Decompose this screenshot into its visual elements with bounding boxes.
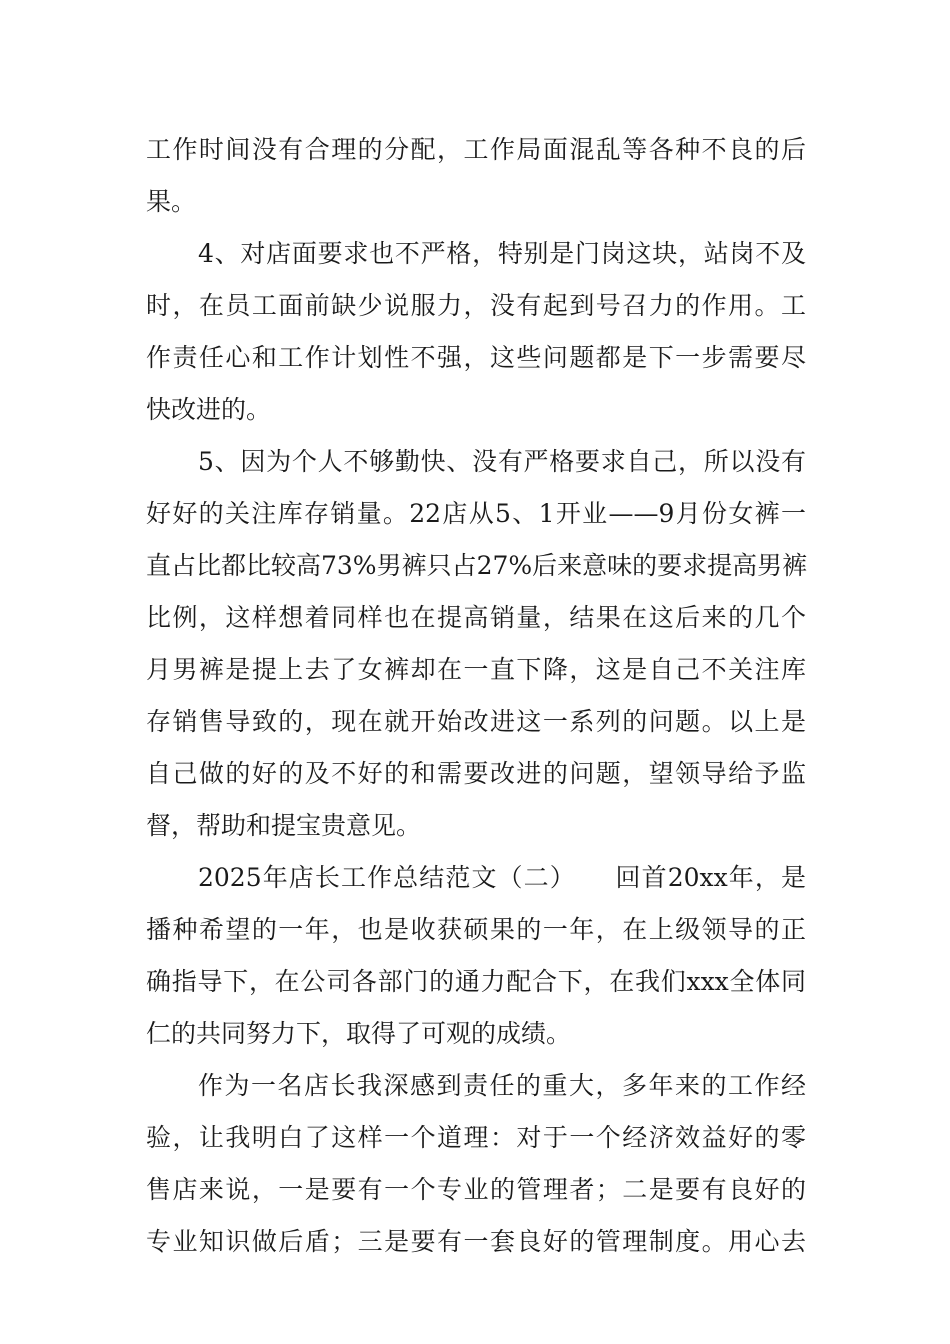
paragraph-start-line: 4、对店面要求也不严格，特别是门岗这块，站岗不及 (198, 239, 806, 268)
text-line: 存销售导致的，现在就开始改进这一系列的问题。以上是 (146, 707, 806, 736)
text-line: 比例，这样想着同样也在提高销量，结果在这后来的几个 (146, 603, 806, 632)
text-line: 月男裤是提上去了女裤却在一直下降，这是自己不关注库 (146, 655, 806, 684)
text-line: 自己做的好的及不好的和需要改进的问题，望领导给予监 (146, 759, 806, 788)
paragraph-start-line: 5、因为个人不够勤快、没有严格要求自己，所以没有 (198, 447, 806, 476)
text-line: 直占比都比较高73%男裤只占27%后来意味的要求提高男裤 (146, 551, 808, 580)
text-line: 督，帮助和提宝贵意见。 (146, 811, 422, 840)
text-line: 专业知识做后盾；三是要有一套良好的管理制度。用心去 (146, 1227, 806, 1256)
text-line: 工作时间没有合理的分配，工作局面混乱等各种不良的后 (146, 135, 806, 164)
text-line: 播种希望的一年，也是收获硕果的一年，在上级领导的正 (146, 915, 806, 944)
text-line: 售店来说，一是要有一个专业的管理者；二是要有良好的 (146, 1175, 806, 1204)
text-line: 确指导下，在公司各部门的通力配合下，在我们xxx全体同 (146, 967, 806, 996)
text-line: 好好的关注库存销量。22店从5、1开业——9月份女裤一 (146, 499, 806, 528)
text-line: 验，让我明白了这样一个道理：对于一个经济效益好的零 (146, 1123, 806, 1152)
section-heading-line: 2025年店长工作总结范文（二） 回首20xx年，是 (198, 863, 806, 892)
text-line: 仁的共同努力下，取得了可观的成绩。 (146, 1019, 572, 1048)
text-line: 快改进的。 (146, 395, 272, 424)
text-line: 作责任心和工作计划性不强，这些问题都是下一步需要尽 (146, 343, 806, 372)
paragraph-start-line: 作为一名店长我深感到责任的重大，多年来的工作经 (198, 1071, 806, 1100)
text-line: 果。 (146, 187, 197, 216)
text-line: 时，在员工面前缺少说服力，没有起到号召力的作用。工 (146, 291, 806, 320)
